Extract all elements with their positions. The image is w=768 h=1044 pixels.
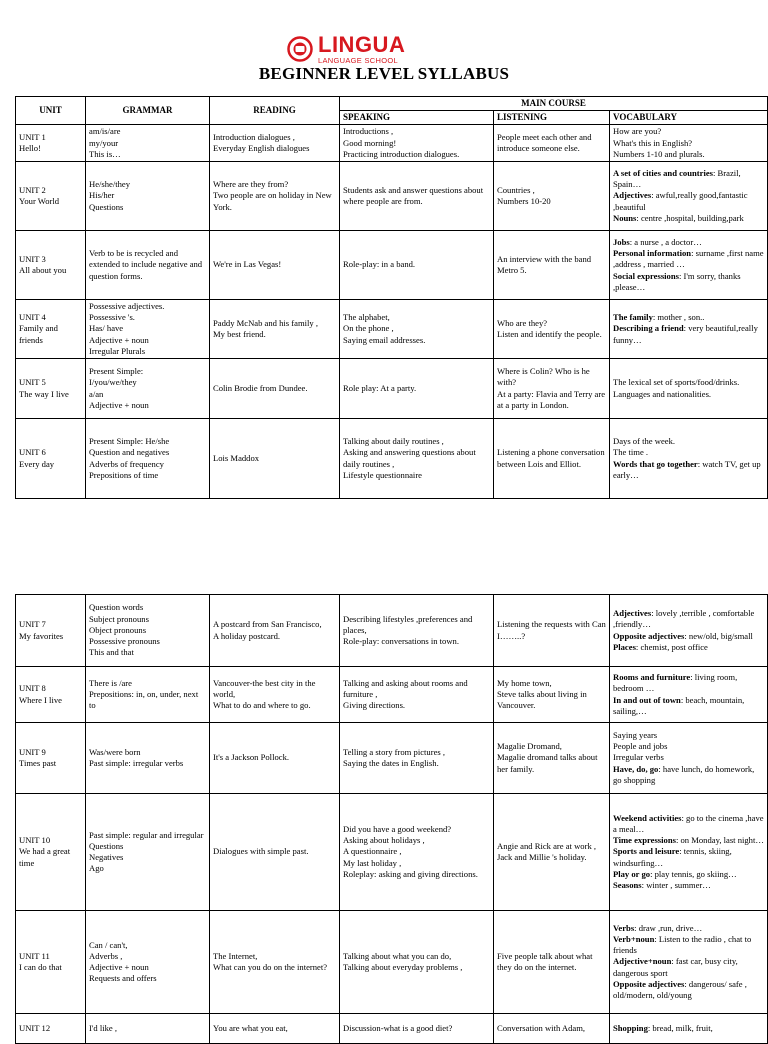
vocabulary-term: Nouns [613,212,637,223]
reading-text: Lois Maddox [213,452,260,463]
speaking-cell [340,125,494,162]
vocabulary-line [613,190,764,212]
vocabulary-text: : go to the cinema ,have a meal… [613,812,764,834]
vocabulary-term: Weekend activities [613,812,682,823]
vocabulary-text: How are you? [613,126,662,137]
reading-cell [210,723,340,794]
listening-cell [494,794,610,911]
vocabulary-text: : beach, mountain, sailing,… [613,694,745,716]
vocabulary-cell [610,595,768,667]
listening-cell [494,911,610,1014]
vocabulary-line [613,642,764,653]
vocabulary-text: : lovely ,terrible , comfortable ,friendly… [613,608,755,630]
listening-cell [494,595,610,667]
table-row [16,794,768,911]
vocabulary-text: : draw ,run, drive… [634,922,703,933]
vocabulary-text: : mother , son.. [652,312,705,323]
vocabulary-line [613,695,764,717]
vocabulary-term: Time expressions [613,835,676,846]
grammar-text: Can / can't, Adverbs , Adjective + noun Requests and offers [89,939,157,984]
page-title: BEGINNER LEVEL SYLLABUS [258,64,510,83]
listening-cell [494,1014,610,1044]
speaking-text: Talking and asking about rooms and furniture , Giving directions. [343,677,468,711]
unit-cell [16,419,86,499]
reading-cell [210,162,340,231]
unit-text: UNIT 11 I can do that [19,950,62,972]
grammar-text: I'd like , [89,1022,118,1033]
vocabulary-line [613,934,764,956]
vocabulary-term: Seasons [613,880,642,890]
speaking-cell [340,794,494,911]
listening-cell [494,723,610,794]
speaking-text: Role-play: in a band. [343,259,416,270]
grammar-cell [86,723,210,794]
vocabulary-term: Opposite adjectives [613,978,685,989]
speaking-cell [340,231,494,300]
speaking-text: The alphabet, On the phone , Saying email addresses. [343,312,426,345]
unit-text: UNIT 12 [19,1022,51,1033]
vocabulary-line [613,271,764,293]
vocabulary-line [613,752,764,763]
reading-text: We're in Las Vegas! [213,259,282,270]
vocabulary-text: : Brazil, Spain… [613,168,741,190]
speaking-text: Talking about daily routines , Asking and answering questions about daily routines , Lifestyle questionnaire [343,436,476,480]
vocabulary-line [613,213,764,224]
vocabulary-term: Have, do, go [613,763,659,774]
unit-cell [16,359,86,419]
speaking-cell [340,162,494,231]
grammar-text: He/she/they His/her Questions [89,179,131,212]
reading-text: Paddy McNab and his family , My best friend. [213,317,319,340]
vocabulary-term: Verbs [613,922,635,933]
grammar-cell [86,595,210,667]
vocabulary-cell [610,300,768,359]
vocabulary-cell [610,125,768,162]
table-row [16,359,768,419]
column-header-grammar: GRAMMAR [86,97,210,125]
vocabulary-line [613,608,764,630]
speaking-text: Introductions , Good morning! Practicing introduction dialogues. [343,126,460,159]
syllabus-table-top [15,96,768,499]
vocabulary-cell [610,359,768,419]
listening-cell [494,419,610,499]
reading-text: You are what you eat, [213,1022,288,1033]
vocabulary-text: : tennis, skiing, windsurfing… [613,846,732,868]
reading-text: A postcard from San Francisco, A holiday postcard. [213,619,322,641]
vocabulary-text: Languages and nationalities. [613,388,712,399]
vocabulary-line [613,377,764,388]
table-row [16,595,768,667]
vocabulary-text: : bread, milk, fruit, [647,1022,713,1033]
grammar-text: Verb to be is recycled and extended to include negative and question forms. [89,248,203,281]
grammar-text: Past simple: regular and irregular Questions Negatives Ago [89,829,204,874]
grammar-cell [86,794,210,911]
vocabulary-term: Jobs [613,237,630,247]
grammar-cell [86,359,210,419]
listening-text: Where is Colin? Who is he with? At a party: Flavia and Terry are at a party in London. [497,366,606,410]
unit-text: UNIT 5 The way I live [19,377,69,399]
vocabulary-term: Play or go [613,868,651,879]
reading-text: Where are they from? Two people are on holiday in New York. [213,179,332,212]
table-row [16,300,768,359]
listening-text: Listening a phone conversation between Lois and Elliot. [497,447,605,469]
vocabulary-term: In and out of town [613,694,681,705]
vocabulary-term: Adjective+noun [613,956,672,967]
unit-cell [16,162,86,231]
logo [287,31,406,65]
vocabulary-text: Days of the week. [613,436,676,447]
unit-text: UNIT 8 Where I live [19,683,62,705]
reading-cell [210,1014,340,1044]
listening-text: An interview with the band Metro 5. [497,253,592,276]
logo-mark-icon [287,36,313,62]
vocabulary-term: Shopping [613,1022,648,1033]
table-row [16,125,768,162]
vocabulary-term: Places [613,641,636,652]
reading-cell [210,419,340,499]
vocabulary-line [613,389,764,400]
vocabulary-term: Social expressions [613,270,679,281]
unit-text: UNIT 2 Your World [19,184,60,207]
listening-text: People meet each other and introduce someone else. [497,132,592,154]
speaking-cell [340,667,494,723]
reading-text: Dialogues with simple past. [213,846,309,857]
speaking-cell [340,1014,494,1044]
column-header-main-course: MAIN COURSE [340,97,768,111]
grammar-text: Possessive adjectives. Possessive 's. Has/ have Adjective + noun Irregular Plurals [89,301,165,356]
vocabulary-line [613,813,764,835]
listening-cell [494,300,610,359]
vocabulary-line [613,880,764,891]
grammar-cell [86,667,210,723]
vocabulary-line [613,846,764,868]
vocabulary-term: Verb+noun [613,933,655,944]
vocabulary-line [613,631,764,642]
reading-text: Vancouver-the best city in the world, What to do and where to go. [213,677,316,711]
listening-text: Listening the requests with Can I……..? [497,619,606,641]
vocabulary-text: : centre ,hospital, building,park [636,212,744,223]
unit-text: UNIT 1 Hello! [19,132,46,154]
vocabulary-line [613,312,764,323]
vocabulary-line [613,149,764,160]
speaking-text: Students ask and answer questions about where people are from. [343,184,484,207]
table-row [16,667,768,723]
vocabulary-cell [610,723,768,794]
grammar-cell [86,231,210,300]
listening-cell [494,162,610,231]
unit-cell [16,911,86,1014]
vocabulary-line [613,764,764,786]
vocabulary-cell [610,1014,768,1044]
vocabulary-term: A set of cities and countries [613,168,714,178]
reading-cell [210,231,340,300]
grammar-cell [86,911,210,1014]
unit-text: UNIT 3 All about you [19,253,67,276]
vocabulary-cell [610,794,768,911]
grammar-cell [86,300,210,359]
vocabulary-text: Irregular verbs [613,752,664,763]
unit-cell [16,723,86,794]
column-header-listening: LISTENING [494,111,610,125]
vocabulary-text: : play tennis, go skiing… [650,868,737,879]
speaking-cell [340,595,494,667]
reading-cell [210,794,340,911]
vocabulary-term: Opposite adjectives [613,630,685,641]
unit-cell [16,1014,86,1044]
grammar-cell [86,1014,210,1044]
unit-cell [16,125,86,162]
column-header-reading: READING [210,97,340,125]
listening-cell [494,231,610,300]
vocabulary-line [613,126,764,137]
vocabulary-text: : watch TV, get up early… [613,458,761,480]
speaking-text: Telling a story from pictures , Saying the dates in English. [343,746,446,768]
vocabulary-line [613,869,764,880]
unit-text: UNIT 6 Every day [19,447,55,469]
grammar-cell [86,419,210,499]
vocabulary-text: : I'm sorry, thanks ,please… [613,270,741,292]
vocabulary-text: : dangerous/ safe , old/modern, old/young [613,978,747,1000]
reading-cell [210,911,340,1014]
speaking-text: Describing lifestyles ,preferences and places, Role-play: conversations in town. [343,613,473,647]
vocabulary-term: Describing a friend [613,323,684,334]
unit-cell [16,667,86,723]
speaking-cell [340,419,494,499]
syllabus-table-bottom [15,594,768,1044]
vocabulary-cell [610,162,768,231]
vocabulary-line [613,447,764,458]
reading-cell [210,125,340,162]
vocabulary-text: : surname ,first name ,address , married … [613,248,764,270]
vocabulary-text: : living room, bedroom … [613,672,738,694]
grammar-text: Question words Subject pronouns Object pronouns Possessive pronouns This and that [89,602,160,658]
listening-cell [494,125,610,162]
grammar-text: There is /are Prepositions: in, on, under, next to [89,677,199,711]
unit-text: UNIT 4 Family and friends [19,312,58,345]
vocabulary-line [613,730,764,741]
vocabulary-term: Adjectives [613,608,652,619]
reading-cell [210,300,340,359]
vocabulary-line [613,979,764,1001]
vocabulary-text: : new/old, big/small [684,630,753,641]
listening-cell [494,359,610,419]
vocabulary-text: : Listen to the radio , chat to friends [613,933,752,956]
vocabulary-text: : winter , summer… [641,880,711,890]
listening-text: Five people talk about what they do on the internet. [497,950,593,972]
grammar-cell [86,162,210,231]
unit-text: UNIT 10 We had a great time [19,835,71,868]
listening-cell [494,667,610,723]
speaking-text: Discussion-what is a good diet? [343,1022,453,1033]
speaking-text: Role play: At a party. [343,382,417,393]
speaking-cell [340,300,494,359]
vocabulary-text: : very beautiful,really funny… [613,323,758,345]
reading-cell [210,359,340,419]
listening-text: Angie and Rick are at work , Jack and Millie 's holiday. [497,840,597,862]
unit-text: UNIT 7 My favorites [19,619,64,641]
unit-cell [16,794,86,911]
unit-cell [16,595,86,667]
vocabulary-line [613,323,764,345]
table-row [16,911,768,1014]
vocabulary-term: Personal information [613,248,692,259]
vocabulary-text: : a nurse , a doctor… [629,237,702,247]
grammar-text: am/is/are my/your This is… [89,126,121,159]
vocabulary-line [613,459,764,481]
vocabulary-cell [610,231,768,300]
listening-text: Magalie Dromand, Magalie dromand talks about her family. [497,741,598,774]
speaking-cell [340,723,494,794]
reading-cell [210,595,340,667]
vocabulary-cell [610,667,768,723]
vocabulary-text: : awful,really good,fantastic ,beautiful [613,190,748,212]
listening-text: My home town, Steve talks about living in Vancouver. [497,677,587,711]
vocabulary-line [613,138,764,149]
vocabulary-line [613,436,764,447]
unit-text: UNIT 9 Times past [19,746,57,768]
vocabulary-line [613,168,764,190]
listening-text: Conversation with Adam, [497,1022,586,1033]
vocabulary-term: The family [613,312,653,323]
speaking-text: Talking about what you can do, Talking about everyday problems , [343,950,463,972]
listening-text: Who are they? Listen and identify the people. [497,317,602,340]
column-header-speaking: SPEAKING [340,111,494,125]
column-header-unit: UNIT [16,97,86,125]
vocabulary-text: What's this in English? [613,137,693,148]
vocabulary-line [613,248,764,270]
table-row [16,1014,768,1044]
vocabulary-text: People and jobs [613,741,668,752]
grammar-cell [86,125,210,162]
speaking-text: Did you have a good weekend? Asking about holidays , A questionnaire , My last holiday , Roleplay: asking and giving directions. [343,823,478,879]
column-header-vocabulary: VOCABULARY [610,111,768,125]
reading-cell [210,667,340,723]
unit-cell [16,300,86,359]
vocabulary-line [613,1023,764,1034]
vocabulary-text: Numbers 1-10 and plurals. [613,148,705,159]
table-row [16,419,768,499]
vocabulary-text: The time . [613,447,649,458]
vocabulary-cell [610,911,768,1014]
table-row [16,723,768,794]
listening-text: Countries , Numbers 10-20 [497,184,551,207]
vocabulary-line [613,956,764,978]
vocabulary-line [613,835,764,846]
vocabulary-term: Rooms and furniture [613,672,691,683]
logo-subtitle: LANGUAGE SCHOOL [318,55,398,65]
vocabulary-text: The lexical set of sports/food/drinks. [613,377,740,388]
logo-name: LINGUA [318,31,406,57]
vocabulary-text: : have lunch, do homework, go shopping [613,763,755,785]
reading-text: It's a Jackson Pollock. [213,752,290,763]
vocabulary-text: : fast car, busy city, dangerous sport [613,956,738,978]
reading-text: The Internet, What can you do on the internet? [213,950,328,972]
vocabulary-text: Saying years [613,729,658,740]
grammar-text: Present Simple: He/she Question and negatives Adverbs of frequency Prepositions of time [89,436,170,480]
vocabulary-line [613,672,764,694]
speaking-cell [340,359,494,419]
speaking-cell [340,911,494,1014]
table-row [16,231,768,300]
vocabulary-cell [610,419,768,499]
reading-text: Introduction dialogues , Everyday English dialogues [213,132,310,154]
unit-cell [16,231,86,300]
vocabulary-term: Words that go together [613,458,698,469]
grammar-text: Was/were born Past simple: irregular verbs [89,746,184,768]
vocabulary-term: Adjectives [613,190,652,201]
vocabulary-text: : on Monday, last night… [675,835,764,846]
reading-text: Colin Brodie from Dundee. [213,382,308,393]
vocabulary-line [613,741,764,752]
vocabulary-line [613,923,764,934]
grammar-text: Present Simple: I/you/we/they a/an Adjective + noun [89,366,149,410]
vocabulary-text: : chemist, post office [635,641,708,652]
table-row [16,162,768,231]
vocabulary-term: Sports and leisure [613,846,680,857]
vocabulary-line [613,237,764,248]
